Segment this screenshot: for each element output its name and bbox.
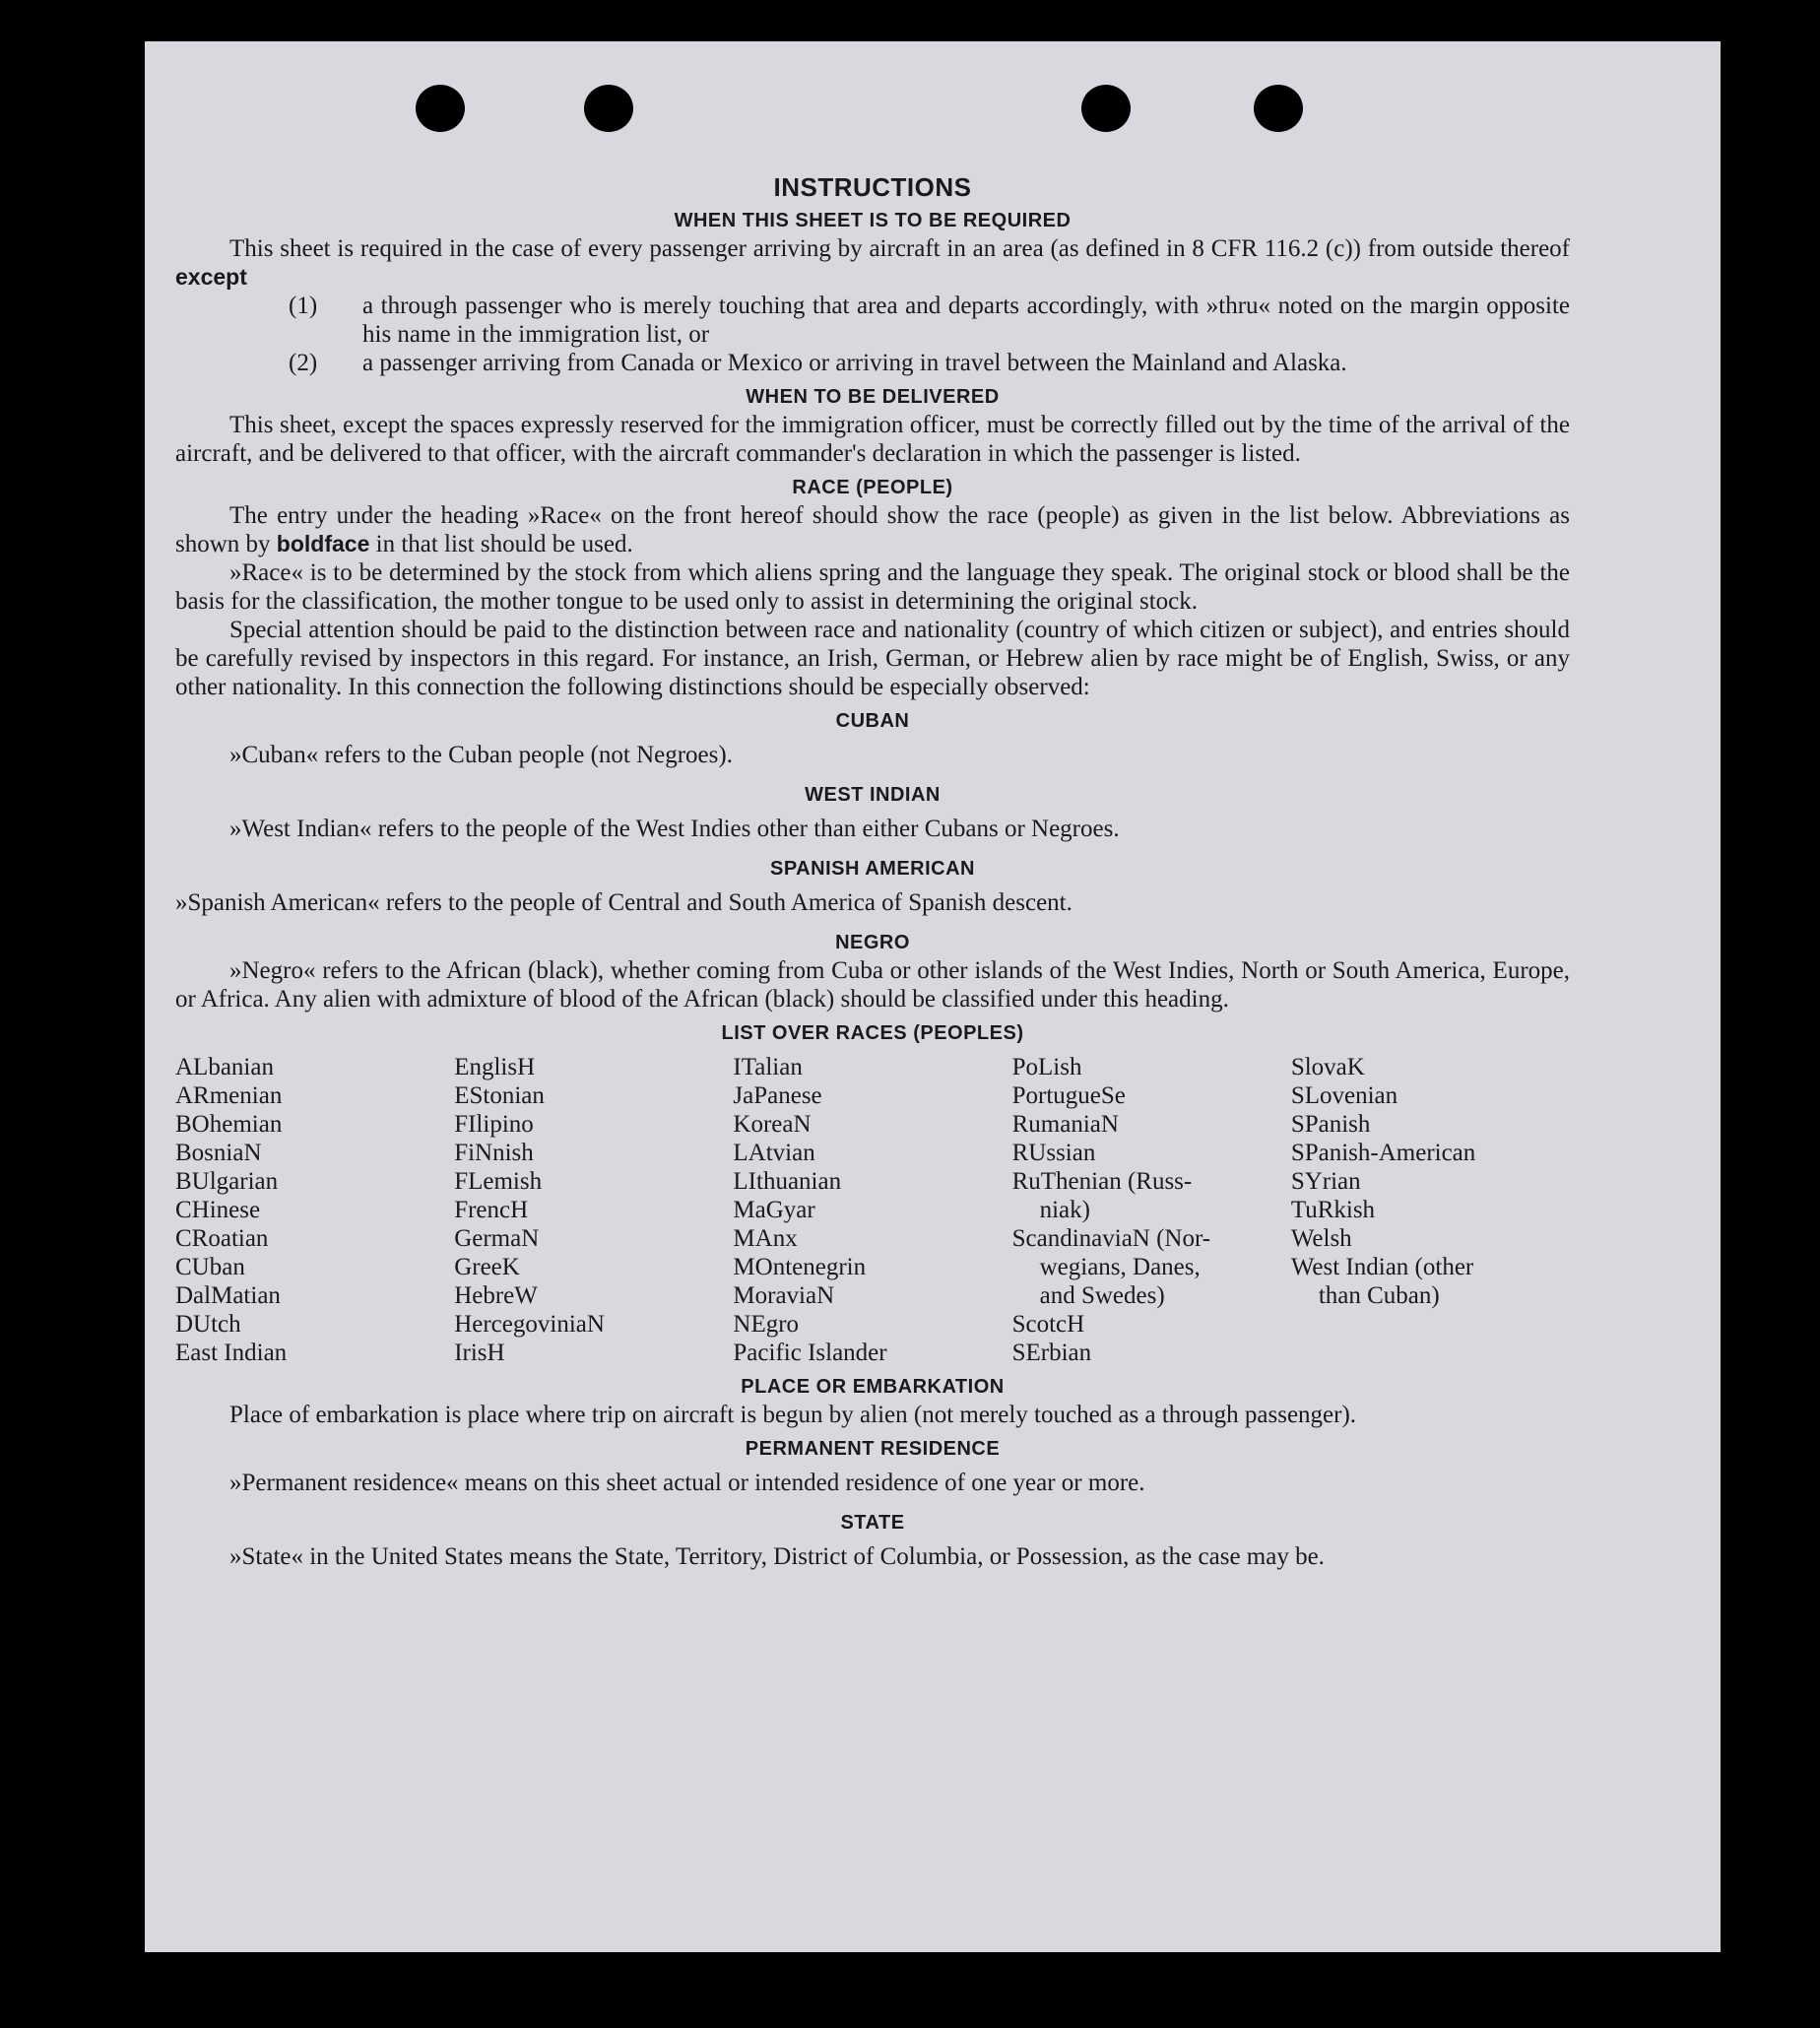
race-item: GermaN — [454, 1225, 540, 1252]
race-item: RUssian — [1011, 1140, 1096, 1166]
race-list-column — [454, 1053, 733, 1367]
race-item: CRoatian — [175, 1225, 269, 1252]
race-item: ARmenian — [175, 1082, 283, 1109]
spanish-american-text: »Spanish American« refers to the people of Central and South America of Spanish descent. — [175, 889, 1072, 916]
race-item: LAtvian — [733, 1140, 815, 1166]
race-item: SlovaK — [1290, 1054, 1365, 1080]
race-item: PoLish — [1011, 1054, 1082, 1080]
race-item: MaGyar — [733, 1197, 815, 1223]
negro-text: »Negro« refers to the African (black), whether coming from Cuba or other islands of the West Indies, North or South America, Europe, or Africa. Any alien with admixture of blood of the African (black) should be classified under this heading. — [175, 957, 1570, 1013]
race-item: RuThenian (Russ- — [1011, 1168, 1193, 1195]
race-list-column — [1012, 1053, 1291, 1367]
race-list — [175, 1053, 1570, 1367]
race-list-column — [175, 1053, 454, 1367]
race-item: DalMatian — [175, 1282, 281, 1309]
cuban-text: »Cuban« refers to the Cuban people (not Negroes). — [229, 742, 733, 768]
race-item: SPanish-American — [1290, 1140, 1476, 1166]
race-paragraph: »Race« is to be determined by the stock from which aliens spring and the language they speak. The original stock or blood shall be the basis for the classification, the mother tongue to be used only to assist in determining the original stock. — [175, 559, 1570, 615]
instructions-content — [175, 169, 1570, 1571]
exception-item: (1) a through passenger who is merely touching that area and departs accordingly, with »thru« noted on the margin opposite his name in the immigration list, or — [289, 293, 1570, 348]
race-item: KoreaN — [733, 1111, 812, 1138]
heading-race: RACE (PEOPLE) — [792, 477, 953, 498]
race-item-continued: niak) — [1039, 1197, 1090, 1223]
race-item: DUtch — [175, 1311, 241, 1338]
race-item: BosniaN — [175, 1140, 262, 1166]
race-item: CHinese — [175, 1197, 261, 1223]
race-item: BUlgarian — [175, 1168, 279, 1195]
heading-state: STATE — [840, 1512, 905, 1534]
race-item: FIlipino — [454, 1111, 534, 1138]
heading-race-list: LIST OVER RACES (PEOPLES) — [721, 1022, 1024, 1044]
race-item: FiNnish — [454, 1140, 534, 1166]
heading-embarkation: PLACE OR EMBARKATION — [741, 1376, 1005, 1398]
state-text: »State« in the United States means the State, Territory, District of Columbia, or Possession, as the case may be. — [229, 1543, 1325, 1570]
heading-when-required: WHEN THIS SHEET IS TO BE REQUIRED — [674, 210, 1072, 231]
race-item: EStonian — [454, 1082, 545, 1109]
required-intro: This sheet is required in the case of every passenger arriving by aircraft in an area (as defined in 8 CFR 116.2 (c)) from outside thereof except — [175, 235, 1570, 290]
race-item: Pacific Islander — [733, 1340, 887, 1366]
document-sheet — [145, 41, 1721, 1952]
race-item: TuRkish — [1290, 1197, 1376, 1223]
punch-hole — [1254, 85, 1303, 132]
race-item: FrencH — [454, 1197, 529, 1223]
heading-when-delivered: WHEN TO BE DELIVERED — [746, 386, 1000, 408]
embarkation-text: Place of embarkation is place where trip on aircraft is begun by alien (not merely touched as a through passenger). — [229, 1402, 1357, 1428]
race-item: ALbanian — [175, 1054, 274, 1080]
race-item: FLemish — [454, 1168, 543, 1195]
race-item: GreeK — [454, 1254, 520, 1280]
delivered-text: This sheet, except the spaces expressly reserved for the immigration officer, must be correctly filled out by the time of the arrival of the aircraft, and be delivered to that officer, with the aircraft commander's declaration in which the passenger is listed. — [175, 412, 1570, 467]
race-item: HebreW — [454, 1282, 538, 1309]
exception-item: (2) a passenger arriving from Canada or Mexico or arriving in travel between the Mainland and Alaska. — [289, 350, 1347, 376]
race-item: ScandinaviaN (Nor- — [1011, 1225, 1211, 1252]
race-list-column — [1291, 1053, 1570, 1367]
heading-negro: NEGRO — [835, 932, 910, 953]
heading-west-indian: WEST INDIAN — [805, 784, 941, 806]
race-item: SYrian — [1290, 1168, 1361, 1195]
race-item-continued: than Cuban) — [1318, 1282, 1440, 1309]
west-indian-text: »West Indian« refers to the people of the West Indies other than either Cubans or Negroes. — [229, 816, 1120, 842]
race-list-column — [733, 1053, 1011, 1367]
race-item: MoraviaN — [733, 1282, 835, 1309]
race-item: East Indian — [175, 1340, 288, 1366]
race-item: IrisH — [454, 1340, 505, 1366]
race-item: ITalian — [733, 1054, 803, 1080]
heading-permanent-residence: PERMANENT RESIDENCE — [745, 1438, 1001, 1460]
punch-hole — [1081, 85, 1131, 132]
race-item: RumaniaN — [1011, 1111, 1119, 1138]
race-paragraph: The entry under the heading »Race« on the front hereof should show the race (people) as given in the list below. Abbreviations as shown by boldface in that list should be used. — [175, 502, 1570, 557]
race-item: MOntenegrin — [733, 1254, 867, 1280]
heading-spanish-american: SPANISH AMERICAN — [769, 858, 975, 880]
race-item-continued: and Swedes) — [1039, 1282, 1165, 1309]
race-item: JaPanese — [733, 1082, 822, 1109]
race-paragraph: Special attention should be paid to the distinction between race and nationality (country of which citizen or subject), and entries should be carefully revised by inspectors in this regard. For instance, an Irish, German, or Hebrew alien by race might be of English, Swiss, or any other nationality. In this connection the following distinctions should be especially observed: — [175, 617, 1570, 700]
race-item: EnglisH — [454, 1054, 536, 1080]
race-item: ScotcH — [1011, 1311, 1085, 1338]
race-item: West Indian (other — [1290, 1254, 1474, 1280]
punch-hole — [416, 85, 465, 132]
race-item: SLovenian — [1290, 1082, 1398, 1109]
page-title: INSTRUCTIONS — [773, 172, 972, 202]
race-item: PortugueSe — [1011, 1082, 1126, 1109]
race-item: CUban — [175, 1254, 245, 1280]
race-item: MAnx — [733, 1225, 798, 1252]
residence-text: »Permanent residence« means on this sheet actual or intended residence of one year or more. — [229, 1470, 1145, 1496]
race-item: Welsh — [1290, 1225, 1352, 1252]
heading-cuban: CUBAN — [835, 710, 910, 732]
race-item: LIthuanian — [733, 1168, 842, 1195]
race-item: SErbian — [1011, 1340, 1092, 1366]
race-item: BOhemian — [175, 1111, 283, 1138]
punch-hole — [584, 85, 633, 132]
race-item: HercegoviniaN — [454, 1311, 605, 1338]
race-item: SPanish — [1290, 1111, 1371, 1138]
race-item-continued: wegians, Danes, — [1039, 1254, 1201, 1280]
race-item: NEgro — [733, 1311, 800, 1338]
